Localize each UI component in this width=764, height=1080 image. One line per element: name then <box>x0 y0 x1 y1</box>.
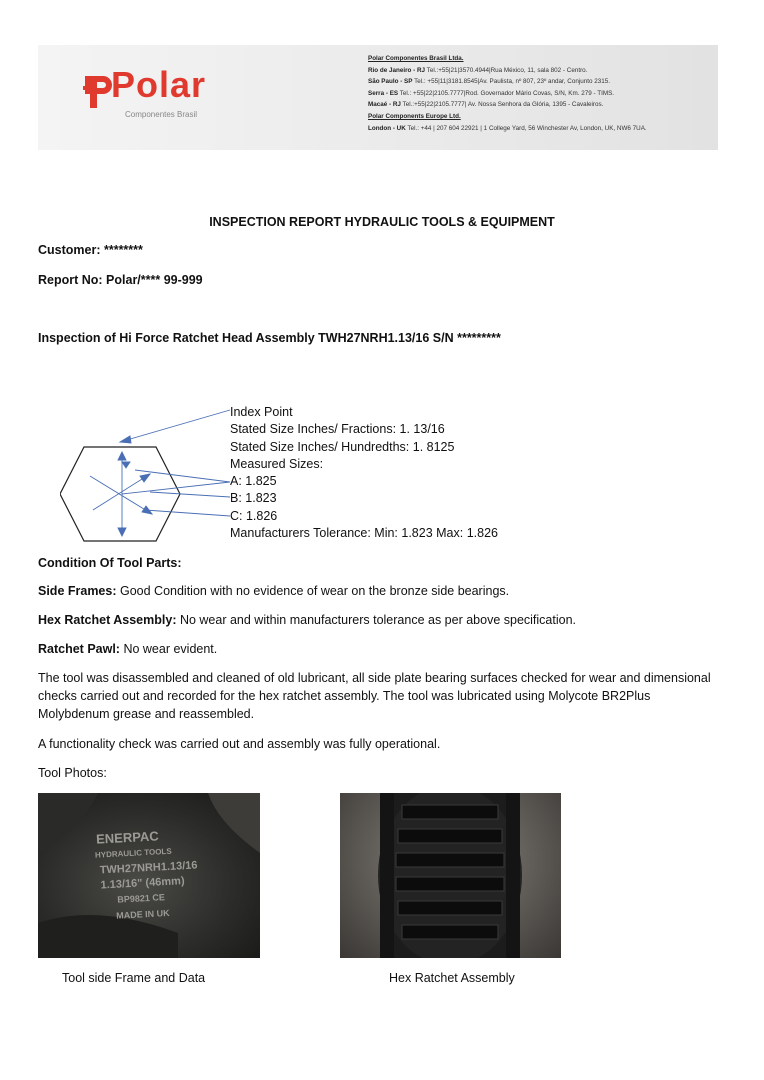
address-label: London - UK <box>368 124 406 132</box>
polar-logo <box>83 64 223 130</box>
hex-ratchet-image <box>340 793 561 958</box>
inspection-heading: Inspection of Hi Force Ratchet Head Assembly TWH27NRH1.13/16 S/N ********* <box>38 331 501 345</box>
spec-fractions: Stated Size Inches/ Fractions: 1. 13/16 <box>230 422 445 437</box>
spec-b: B: 1.823 <box>230 491 277 506</box>
spec-tolerance: Manufacturers Tolerance: Min: 1.823 Max: 1.826 <box>230 526 498 541</box>
address-label: Polar Componentes Brasil Ltda. <box>368 55 464 62</box>
functionality-note: A functionality check was carried out and assembly was fully operational. <box>38 737 441 751</box>
spec-index-point: Index Point <box>230 405 293 419</box>
address-line <box>368 123 708 135</box>
address-text: Tel.:+55|22|2105.7777| Av. Nossa Senhora da Glória, 1395 - Cavaleiros. <box>400 101 604 109</box>
caption-hex-ratchet: Hex Ratchet Assembly <box>389 971 515 985</box>
address-line <box>368 53 708 65</box>
hex-ratchet-photo <box>340 793 561 958</box>
spec-c: C: 1.826 <box>230 508 278 523</box>
side-frame-image <box>38 793 260 958</box>
engraving-line-4: 1.13/16" (46mm) <box>100 875 185 892</box>
side-frames-line <box>38 582 718 600</box>
address-text: Tel.: +44 | 207 604 22921 | 1 College Yard, 56 Winchester Av, London, UK, NW6 7UA. <box>405 124 647 132</box>
caption-side-frame: Tool side Frame and Data <box>62 971 206 985</box>
address-label: Serra - ES <box>368 89 399 97</box>
address-line <box>368 99 708 111</box>
engraving-line-5: BP9821 CE <box>117 892 166 905</box>
engraving-line-6: MADE IN UK <box>115 907 170 921</box>
address-text: Tel.:+55|21|3570.4944|Rua México, 11, sala 802 - Centro. <box>425 66 588 74</box>
hex-ratchet-label: Hex Ratchet Assembly: <box>38 613 177 627</box>
spec-a: A: 1.825 <box>230 474 277 489</box>
report-title: INSPECTION REPORT HYDRAULIC TOOLS & EQUIPMENT <box>209 215 555 229</box>
ratchet-pawl-line <box>38 640 718 658</box>
address-label: Macaé - RJ <box>368 101 401 109</box>
engraving-line-1: ENERPAC <box>95 828 160 847</box>
condition-heading: Condition Of Tool Parts: <box>38 556 182 570</box>
report-number: Report No: Polar/**** 99-999 <box>38 273 203 287</box>
customer-field: Customer: ******** <box>38 243 143 257</box>
tool-photos-label: Tool Photos: <box>38 766 107 780</box>
measure-line-b <box>90 476 152 514</box>
side-frames-text: Good Condition with no evidence of wear on the bronze side bearings. <box>116 584 510 598</box>
letterhead-banner <box>38 45 718 150</box>
service-summary: The tool was disassembled and cleaned of old lubricant, all side plate bearing surfaces checked for wear and dimensional checks carried out and recorded for the hex ratchet assembly. The tool was lubricated using Molycote BR2Plus Molybdenum grease and reassembled. <box>38 671 711 721</box>
address-line <box>368 65 708 77</box>
company-addresses <box>368 53 708 134</box>
address-text: Tel.: +55|22|2105.7777|Rod. Governador Mário Covas, S/N, Km. 279 - TIMS. <box>398 89 615 97</box>
engraving-line-3: TWH27NRH1.13/16 <box>99 859 198 877</box>
logo-subtitle: Componentes Brasil <box>125 110 198 119</box>
index-point-leader <box>120 410 230 442</box>
hex-ratchet-text: No wear and within manufacturers tolerance as per above specification. <box>176 613 577 627</box>
address-line <box>368 111 708 123</box>
hex-ratchet-line <box>38 611 718 629</box>
spec-measured-heading: Measured Sizes: <box>230 456 324 471</box>
ratchet-pawl-text: No wear evident. <box>119 642 218 656</box>
logo-text: Polar <box>111 64 207 105</box>
ratchet-pawl-label: Ratchet Pawl: <box>38 642 120 656</box>
address-line <box>368 88 708 100</box>
address-line <box>368 76 708 88</box>
engraving-line-2: HYDRAULIC TOOLS <box>94 846 172 860</box>
leader-c <box>145 510 230 516</box>
side-frames-label: Side Frames: <box>38 584 117 598</box>
address-label: Polar Components Europe Ltd. <box>368 112 461 120</box>
side-frame-photo <box>38 793 260 958</box>
spec-hundredths: Stated Size Inches/ Hundredths: 1. 8125 <box>230 439 455 454</box>
index-arrow <box>120 436 131 443</box>
leader-a <box>122 482 230 494</box>
polar-logo-icon <box>83 70 113 110</box>
address-label: São Paulo - SP <box>368 78 413 86</box>
address-text: Tel.: +55|11|3181.8545|Av. Paulista, nº 807, 23º andar, Conjunto 2315. <box>412 78 611 86</box>
address-label: Rio de Janeiro - RJ <box>368 66 426 74</box>
leader-b <box>150 492 230 497</box>
measurement-specs <box>230 404 498 542</box>
